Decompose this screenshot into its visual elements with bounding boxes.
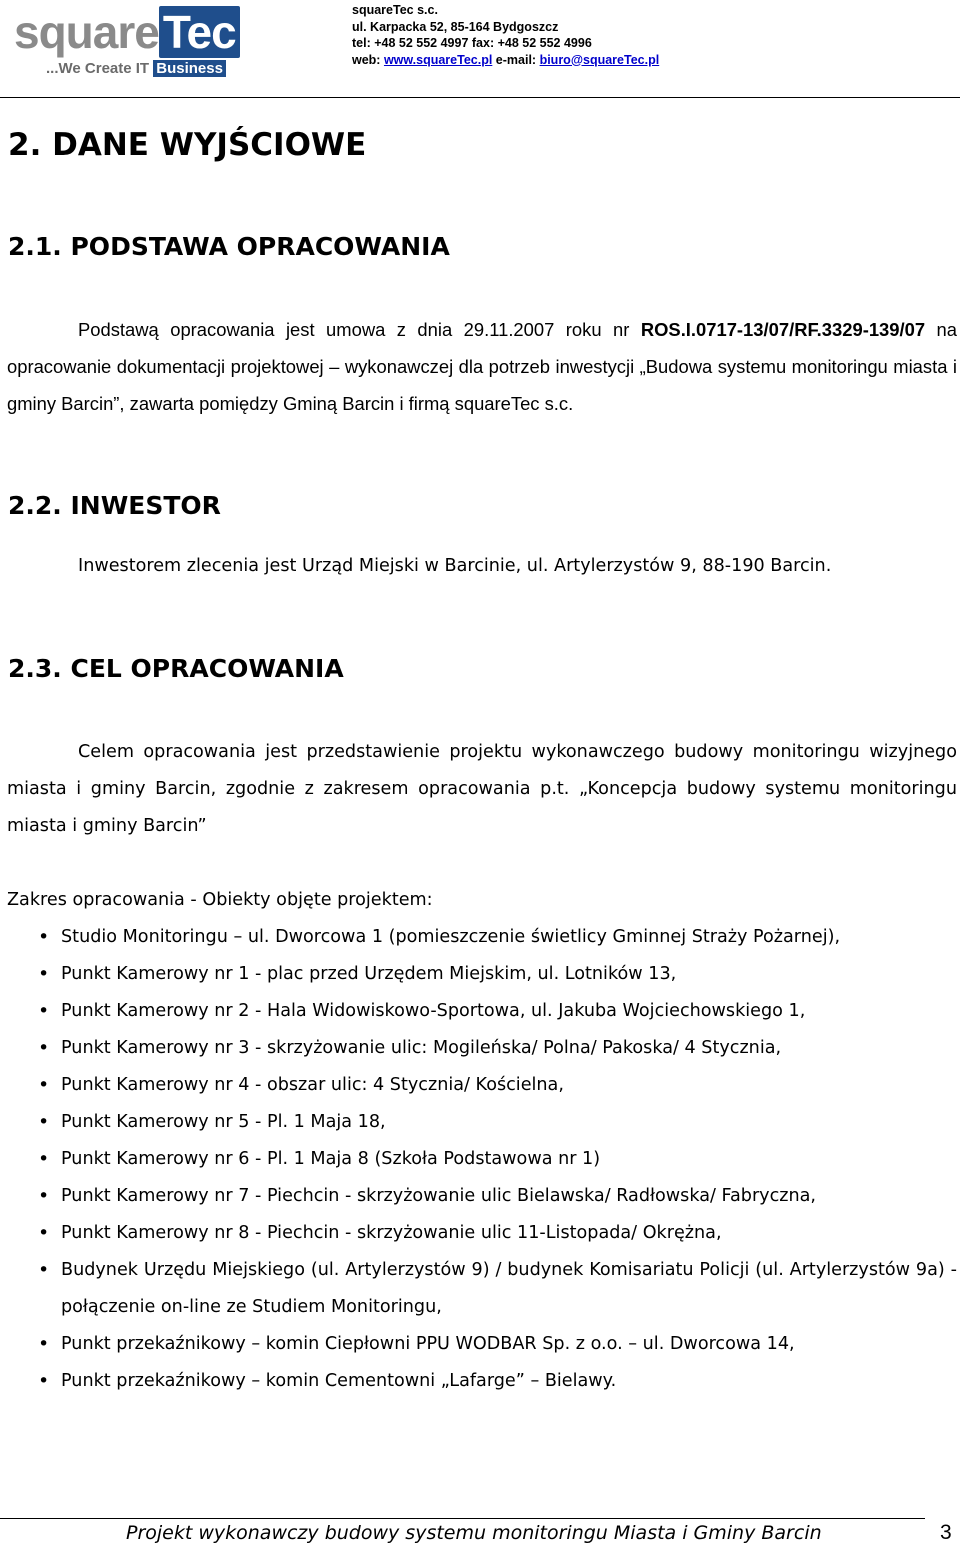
scope-label: Zakres opracowania - Obiekty objęte projektem: bbox=[7, 890, 433, 910]
page-number: 3 bbox=[940, 1521, 952, 1544]
list-item: • Punkt przekaźnikowy – komin Cementowni „Lafarge” – Bielawy. bbox=[38, 1363, 957, 1400]
logo-word-square: square bbox=[14, 6, 159, 58]
header-divider bbox=[0, 97, 960, 98]
company-phones: tel: +48 52 552 4997 fax: +48 52 552 4996 bbox=[352, 36, 592, 50]
list-item: • Punkt Kamerowy nr 4 - obszar ulic: 4 Stycznia/ Kościelna, bbox=[38, 1067, 957, 1104]
logo-tagline-highlight: Business bbox=[153, 60, 226, 77]
list-item: • Punkt Kamerowy nr 3 - skrzyżowanie ulic: Mogileńska/ Polna/ Pakoska/ 4 Stycznia, bbox=[38, 1030, 957, 1067]
list-item: • Studio Monitoringu – ul. Dworcowa 1 (pomieszczenie świetlicy Gminnej Straży Pożarnej), bbox=[38, 919, 957, 956]
email-link[interactable]: biuro@squareTec.pl bbox=[539, 52, 660, 67]
list-item: • Punkt Kamerowy nr 6 - Pl. 1 Maja 8 (Szkoła Podstawowa nr 1) bbox=[38, 1141, 957, 1178]
company-name: squareTec s.c. bbox=[352, 3, 438, 17]
company-contact-block bbox=[352, 2, 659, 68]
web-link[interactable]: www.squareTec.pl bbox=[383, 52, 493, 67]
footer-text: Projekt wykonawczy budowy systemu monitoringu Miasta i Gminy Barcin bbox=[126, 1522, 822, 1544]
email-label: e-mail: bbox=[492, 52, 540, 67]
section-2-3-paragraph: Celem opracowania jest przedstawienie projektu wykonawczego budowy monitoringu wizyjnego miasta i gminy Barcin, zgodnie z zakresem opracowania p.t. „Koncepcja budowy systemu monitoringu miasta i gminy Barcin” bbox=[7, 742, 957, 836]
list-item: • Punkt Kamerowy nr 7 - Piechcin - skrzyżowanie ulic Bielawska/ Radłowska/ Fabryczna, bbox=[38, 1178, 957, 1215]
list-item: • Punkt Kamerowy nr 5 - Pl. 1 Maja 18, bbox=[38, 1104, 957, 1141]
project-objects-list bbox=[38, 919, 957, 1400]
contract-number: ROS.I.0717-13/07/RF.3329-139/07 bbox=[640, 319, 926, 340]
list-item: • Punkt przekaźnikowy – komin Ciepłowni PPU WODBAR Sp. z o.o. – ul. Dworcowa 14, bbox=[38, 1326, 957, 1363]
section-2-1-paragraph: Podstawą opracowania jest umowa z dnia 29.11.2007 roku nr ROS.I.0717-13/07/RF.3329-139/07 na opracowanie dokumentacji projektowej – wykonawczej dla potrzeb inwestycji „Budowa systemu monitoringu miasta i gminy Barcin”, zawarta pomiędzy Gminą Barcin i firmą squareTec s.c. bbox=[7, 319, 957, 414]
section-2-3-title: 2.3. CEL OPRACOWANIA bbox=[8, 654, 344, 683]
section-2-1-title: 2.1. PODSTAWA OPRACOWANIA bbox=[8, 232, 450, 261]
list-item: • Punkt Kamerowy nr 8 - Piechcin - skrzyżowanie ulic 11-Listopada/ Okrężna, bbox=[38, 1215, 957, 1252]
list-item: • Punkt Kamerowy nr 2 - Hala Widowiskowo-Sportowa, ul. Jakuba Wojciechowskiego 1, bbox=[38, 993, 957, 1030]
footer-divider bbox=[0, 1518, 925, 1519]
section-2-title: 2. DANE WYJŚCIOWE bbox=[8, 127, 367, 163]
logo-word-tec: Tec bbox=[159, 6, 240, 58]
section-2-2-paragraph: Inwestorem zlecenia jest Urząd Miejski w Barcinie, ul. Artylerzystów 9, 88-190 Barcin. bbox=[78, 556, 832, 576]
company-logo bbox=[10, 4, 236, 82]
company-address: ul. Karpacka 52, 85-164 Bydgoszcz bbox=[352, 19, 559, 34]
section-2-2-title: 2.2. INWESTOR bbox=[8, 491, 221, 520]
web-label: web: bbox=[352, 52, 384, 67]
logo-tagline: ...We Create IT bbox=[46, 60, 154, 77]
list-item: • Punkt Kamerowy nr 1 - plac przed Urzędem Miejskim, ul. Lotników 13, bbox=[38, 956, 957, 993]
list-item: • Budynek Urzędu Miejskiego (ul. Artylerzystów 9) / budynek Komisariatu Policji (ul. Artylerzystów 9a) - połączenie on-line ze Studiem Monitoringu, bbox=[38, 1252, 957, 1326]
